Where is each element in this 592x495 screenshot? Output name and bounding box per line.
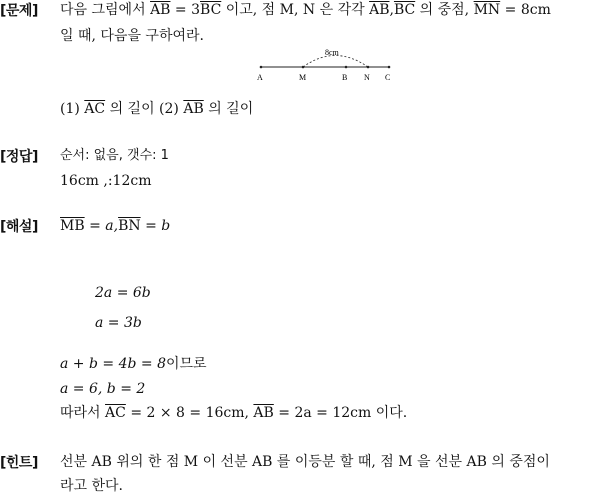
solution-text: = b — [145, 218, 171, 234]
problem-text: = 3 — [174, 2, 201, 18]
question-text: 의 길이 (2) — [109, 101, 179, 117]
solution-line-4: a = 6, b = 2 — [60, 381, 146, 397]
segment-bc: $\overline{BC}$ — [200, 2, 222, 18]
answer-value: 16cm ,:12cm — [60, 173, 152, 189]
solution-line-3 — [60, 355, 207, 373]
problem-line-1 — [60, 1, 551, 19]
question-number: (1) — [60, 101, 80, 117]
fig-point-m: M — [299, 73, 307, 82]
problem-text: 이고, 점 M, N 은 각각 — [225, 2, 365, 18]
fig-point-c: C — [385, 73, 391, 82]
segment-ab: $\overline{AB}$ — [150, 2, 171, 18]
solution-text: 따라서 — [60, 405, 101, 421]
segment-ab: $\overline{AB}$ — [183, 101, 204, 117]
answer-label: [정답] — [0, 149, 38, 165]
solution-text: 이므로 — [165, 356, 207, 372]
hint-label: [힌트] — [0, 455, 38, 471]
problem-line-2: 일 때, 다음을 구하여라. — [60, 28, 204, 44]
question-text: 의 길이 — [208, 101, 254, 117]
solution-text: = 2a = 12cm 이다. — [278, 405, 408, 421]
problem-label: [문제] — [0, 3, 38, 19]
segment-ab: $\overline{AB}$ — [369, 2, 390, 18]
segment-ac: $\overline{AC}$ — [84, 101, 106, 117]
segment-figure — [250, 42, 400, 84]
segment-mn: $\overline{MN}$ — [473, 2, 501, 18]
solution-text: = a, — [89, 218, 119, 234]
problem-text: 다음 그림에서 — [60, 2, 146, 18]
segment-ab: $\overline{AB}$ — [253, 405, 274, 421]
segment-bn: $\overline{BN}$ — [118, 218, 141, 234]
hint-line-1: 선분 AB 위의 한 점 M 이 선분 AB 를 이등분 할 때, 점 M 을 선분 AB 의 중점이 — [60, 454, 550, 470]
answer-meta: 순서: 없음, 갯수: 1 — [60, 148, 169, 163]
comma: , — [389, 2, 394, 18]
fig-point-a: A — [257, 73, 263, 82]
equation-3: a + b = 4b = 8 — [60, 356, 166, 372]
solution-label: [해설] — [0, 219, 38, 235]
problem-text: = 8cm — [504, 2, 551, 18]
problem-text: 의 중점, — [419, 2, 470, 18]
problem-questions — [60, 100, 253, 118]
segment-bc: $\overline{BC}$ — [393, 2, 416, 18]
fig-point-b: B — [342, 73, 348, 82]
solution-line-5 — [60, 404, 407, 422]
equation-1: 2a = 6b — [95, 285, 151, 301]
fig-length-label: 8cm — [325, 48, 339, 57]
fig-point-n: N — [364, 73, 370, 82]
hint-line-2: 라고 한다. — [60, 478, 123, 494]
segment-ac: $\overline{AC}$ — [105, 405, 126, 421]
segment-mb: $\overline{MB}$ — [60, 218, 85, 234]
equation-2: a = 3b — [95, 315, 142, 331]
solution-line-1 — [60, 217, 170, 235]
solution-text: = 2 × 8 = 16cm, — [130, 405, 249, 421]
